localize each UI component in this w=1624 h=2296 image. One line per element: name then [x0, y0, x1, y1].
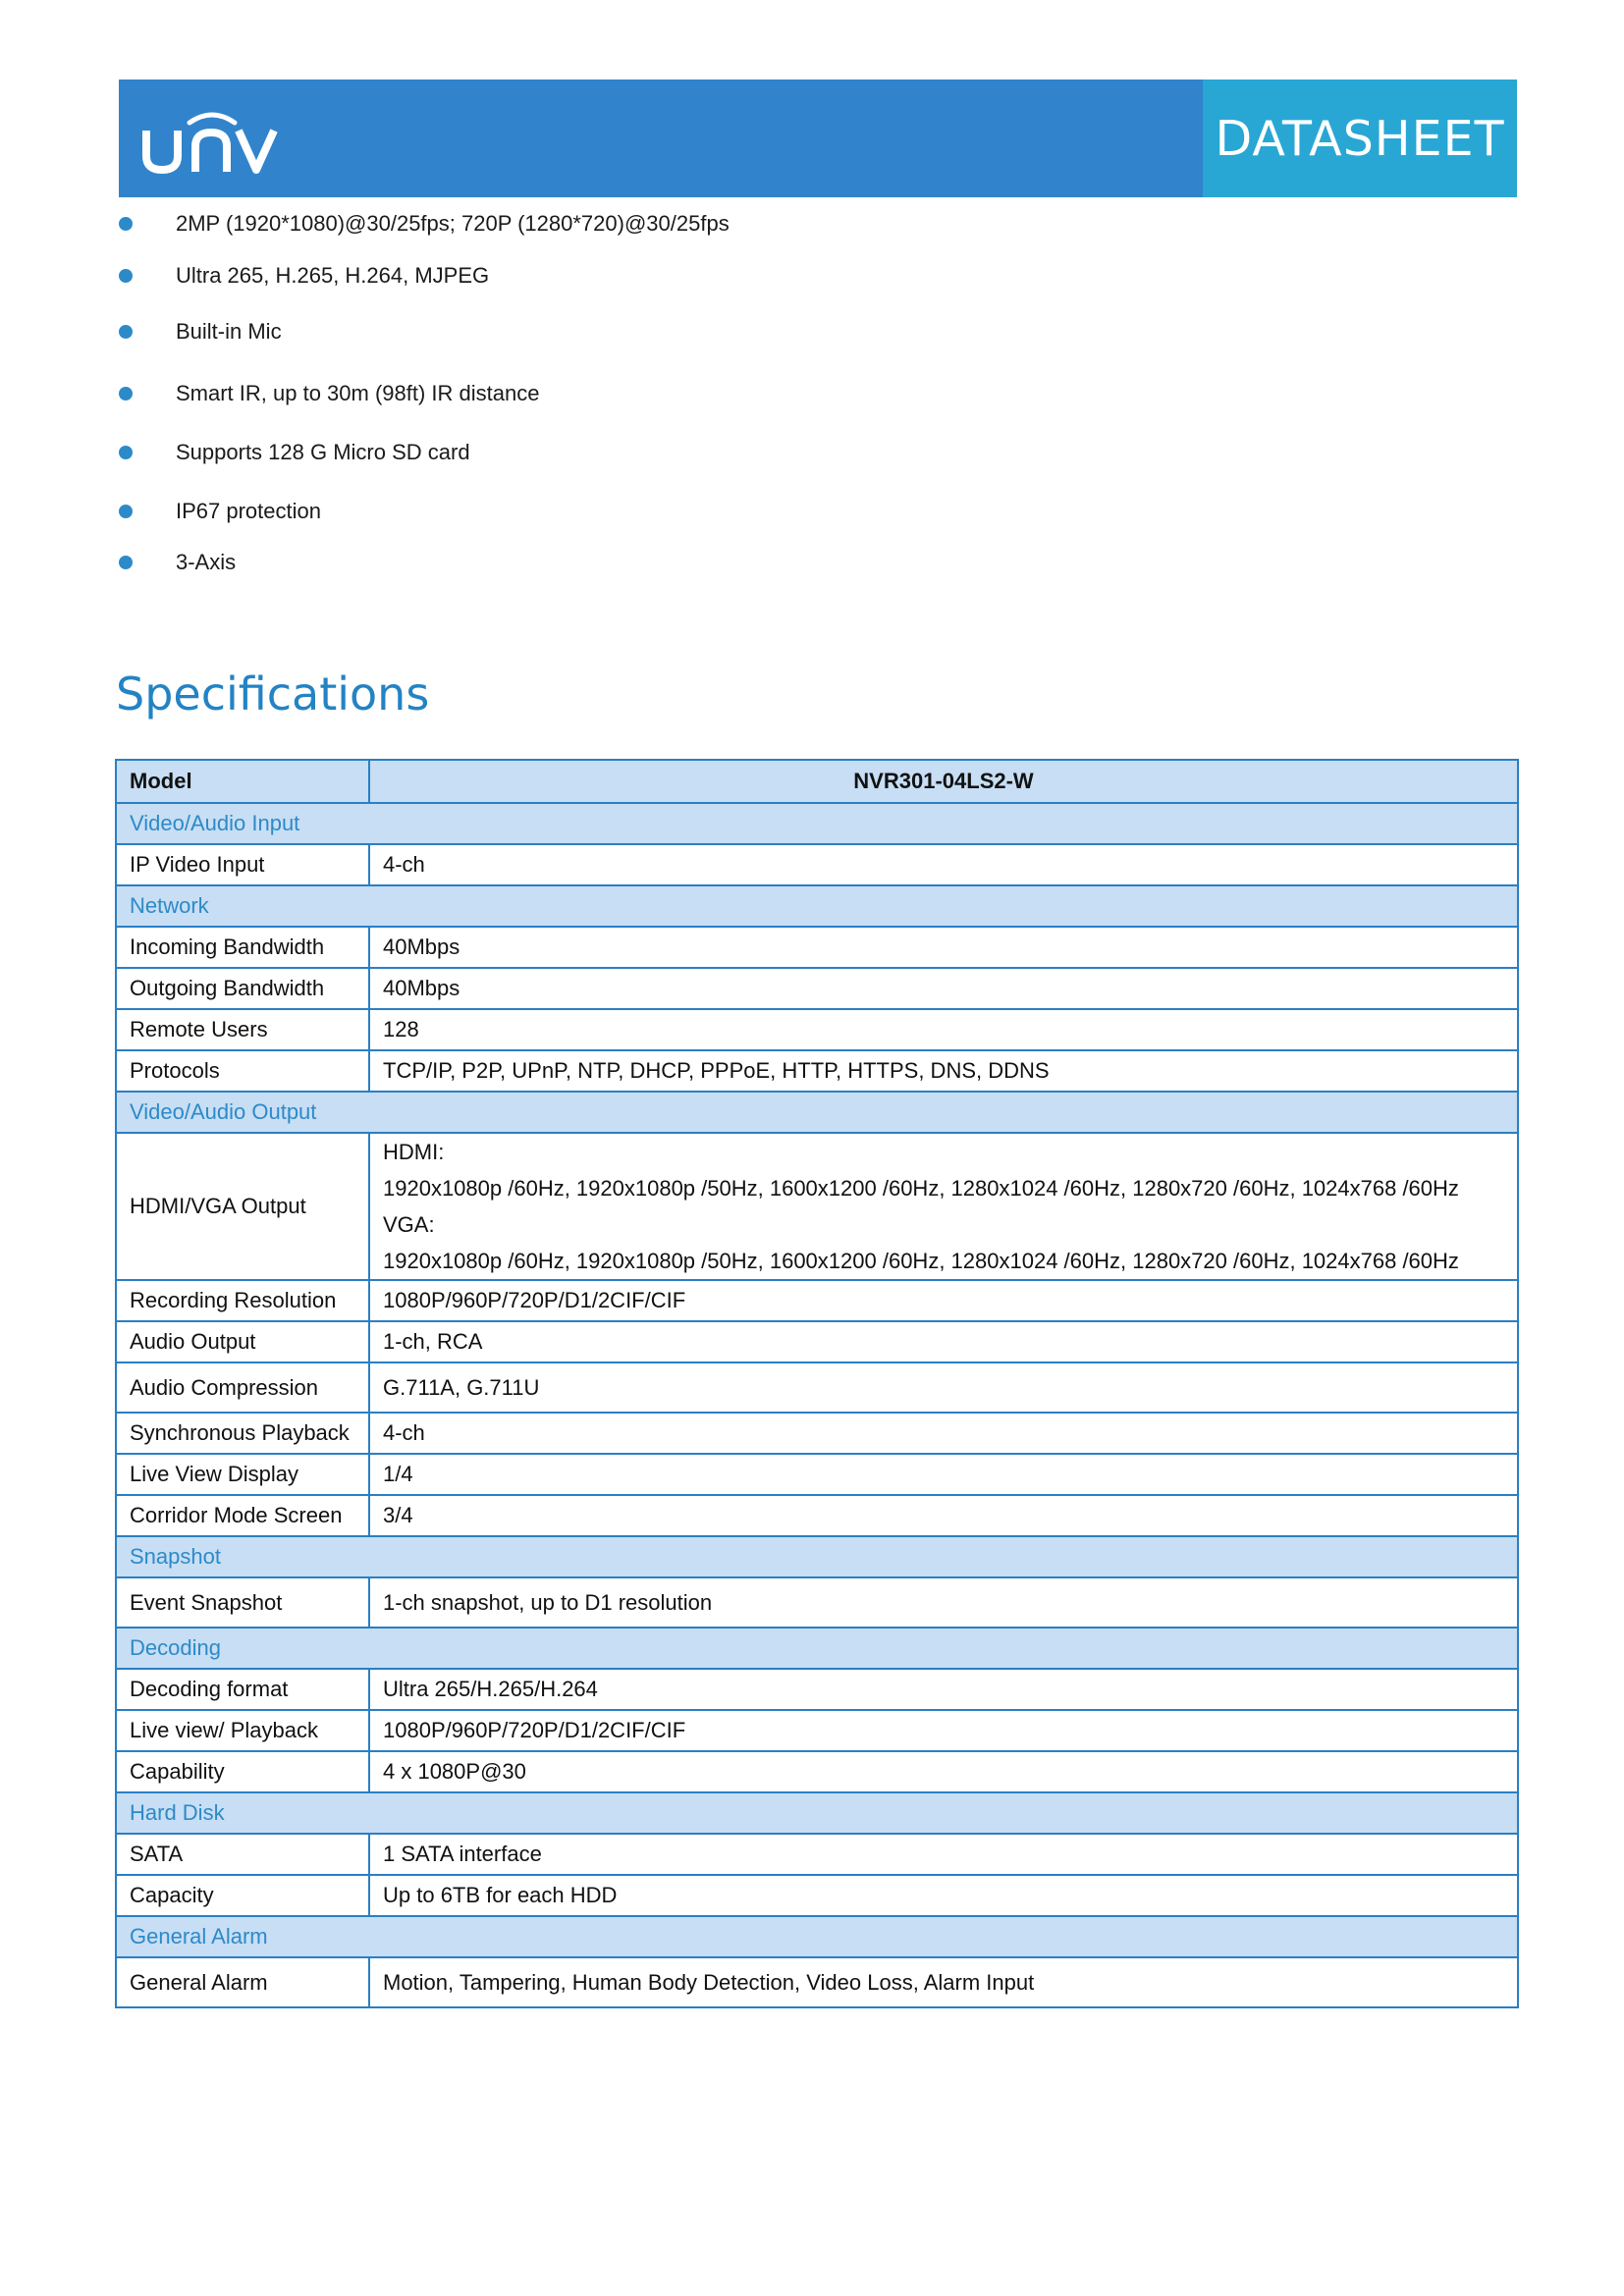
spec-label: Outgoing Bandwidth	[116, 968, 369, 1009]
datasheet-label: DATASHEET	[1215, 110, 1505, 167]
spec-label: Event Snapshot	[116, 1577, 369, 1628]
feature-item	[119, 545, 236, 580]
spec-table	[115, 759, 1519, 2008]
section-row	[116, 1792, 1518, 1834]
unv-logo	[138, 101, 286, 180]
table-row	[116, 1577, 1518, 1628]
spec-value: 1080P/960P/720P/D1/2CIF/CIF	[369, 1710, 1518, 1751]
table-row	[116, 1875, 1518, 1916]
hdmi-resolutions: 1920x1080p /60Hz, 1920x1080p /50Hz, 1600x1200 /60Hz, 1280x1024 /60Hz, 1280x720 /60Hz, 1024x768 /60Hz	[383, 1176, 1459, 1201]
section-row	[116, 1916, 1518, 1957]
table-row	[116, 1321, 1518, 1362]
hdmi-vga-lines	[383, 1134, 1517, 1279]
feature-item	[119, 376, 539, 411]
section-hard-disk: Hard Disk	[116, 1792, 1518, 1834]
spec-value: Motion, Tampering, Human Body Detection, Video Loss, Alarm Input	[369, 1957, 1518, 2007]
spec-value: Up to 6TB for each HDD	[369, 1875, 1518, 1916]
section-row	[116, 1628, 1518, 1669]
spec-value	[369, 1133, 1518, 1280]
table-row	[116, 1834, 1518, 1875]
table-row	[116, 1413, 1518, 1454]
spec-value: 4-ch	[369, 1413, 1518, 1454]
table-row	[116, 1495, 1518, 1536]
bullet-icon	[119, 325, 133, 339]
table-row	[116, 927, 1518, 968]
spec-value: G.711A, G.711U	[369, 1362, 1518, 1413]
bullet-icon	[119, 269, 133, 283]
table-row	[116, 1751, 1518, 1792]
spec-label: Capacity	[116, 1875, 369, 1916]
table-row	[116, 1050, 1518, 1092]
bullet-icon	[119, 505, 133, 518]
spec-value: 4-ch	[369, 844, 1518, 885]
bullet-icon	[119, 217, 133, 231]
spec-value: 3/4	[369, 1495, 1518, 1536]
model-value: NVR301-04LS2-W	[369, 760, 1518, 803]
feature-text: Supports 128 G Micro SD card	[176, 440, 470, 464]
table-row	[116, 968, 1518, 1009]
spec-value: 128	[369, 1009, 1518, 1050]
bullet-icon	[119, 556, 133, 569]
table-row	[116, 1133, 1518, 1280]
spec-value: Ultra 265/H.265/H.264	[369, 1669, 1518, 1710]
section-row	[116, 803, 1518, 844]
feature-item	[119, 494, 321, 529]
section-row	[116, 885, 1518, 927]
spec-label: HDMI/VGA Output	[116, 1133, 369, 1280]
spec-value: 1 SATA interface	[369, 1834, 1518, 1875]
spec-label: SATA	[116, 1834, 369, 1875]
vga-resolutions: 1920x1080p /60Hz, 1920x1080p /50Hz, 1600x1200 /60Hz, 1280x1024 /60Hz, 1280x720 /60Hz, 1024x768 /60Hz	[383, 1249, 1459, 1273]
feature-text: IP67 protection	[176, 499, 321, 523]
spec-label: Audio Output	[116, 1321, 369, 1362]
feature-text: Smart IR, up to 30m (98ft) IR distance	[176, 381, 540, 405]
table-row	[116, 844, 1518, 885]
feature-text: 3-Axis	[176, 550, 237, 574]
table-row	[116, 1710, 1518, 1751]
spec-value: 40Mbps	[369, 968, 1518, 1009]
spec-label: Recording Resolution	[116, 1280, 369, 1321]
feature-item	[119, 206, 730, 241]
bullet-icon	[119, 387, 133, 400]
spec-label: Incoming Bandwidth	[116, 927, 369, 968]
spec-label: Live view/ Playback	[116, 1710, 369, 1751]
table-row	[116, 1957, 1518, 2007]
section-decoding: Decoding	[116, 1628, 1518, 1669]
specifications-heading: Specifications	[116, 667, 430, 721]
feature-text: Ultra 265, H.265, H.264, MJPEG	[176, 263, 490, 288]
table-row	[116, 1669, 1518, 1710]
logo-area	[119, 80, 1203, 197]
spec-label: IP Video Input	[116, 844, 369, 885]
spec-value: 1/4	[369, 1454, 1518, 1495]
section-video-audio-output: Video/Audio Output	[116, 1092, 1518, 1133]
spec-value: TCP/IP, P2P, UPnP, NTP, DHCP, PPPoE, HTTP, HTTPS, DNS, DDNS	[369, 1050, 1518, 1092]
spec-label: Capability	[116, 1751, 369, 1792]
spec-value: 1-ch snapshot, up to D1 resolution	[369, 1577, 1518, 1628]
table-row	[116, 1362, 1518, 1413]
hdmi-label: HDMI:	[383, 1140, 445, 1164]
spec-value: 1-ch, RCA	[369, 1321, 1518, 1362]
feature-item	[119, 435, 470, 470]
spec-label: Decoding format	[116, 1669, 369, 1710]
spec-label: Protocols	[116, 1050, 369, 1092]
spec-label: Audio Compression	[116, 1362, 369, 1413]
table-row	[116, 1454, 1518, 1495]
spec-label: Synchronous Playback	[116, 1413, 369, 1454]
section-video-audio-input: Video/Audio Input	[116, 803, 1518, 844]
section-row	[116, 1536, 1518, 1577]
spec-label: Remote Users	[116, 1009, 369, 1050]
feature-item	[119, 258, 489, 294]
table-row	[116, 1280, 1518, 1321]
bullet-icon	[119, 446, 133, 459]
spec-value: 1080P/960P/720P/D1/2CIF/CIF	[369, 1280, 1518, 1321]
feature-text: Built-in Mic	[176, 319, 282, 344]
section-row	[116, 1092, 1518, 1133]
spec-value: 40Mbps	[369, 927, 1518, 968]
spec-label: Live View Display	[116, 1454, 369, 1495]
spec-value: 4 x 1080P@30	[369, 1751, 1518, 1792]
datasheet-badge	[1203, 80, 1517, 197]
section-network: Network	[116, 885, 1518, 927]
vga-label: VGA:	[383, 1212, 435, 1237]
table-row	[116, 1009, 1518, 1050]
header-banner	[119, 80, 1517, 197]
feature-text: 2MP (1920*1080)@30/25fps; 720P (1280*720)@30/25fps	[176, 211, 730, 236]
model-label: Model	[116, 760, 369, 803]
section-snapshot: Snapshot	[116, 1536, 1518, 1577]
spec-label: Corridor Mode Screen	[116, 1495, 369, 1536]
spec-label: General Alarm	[116, 1957, 369, 2007]
feature-item	[119, 314, 282, 349]
table-header-row	[116, 760, 1518, 803]
section-general-alarm: General Alarm	[116, 1916, 1518, 1957]
